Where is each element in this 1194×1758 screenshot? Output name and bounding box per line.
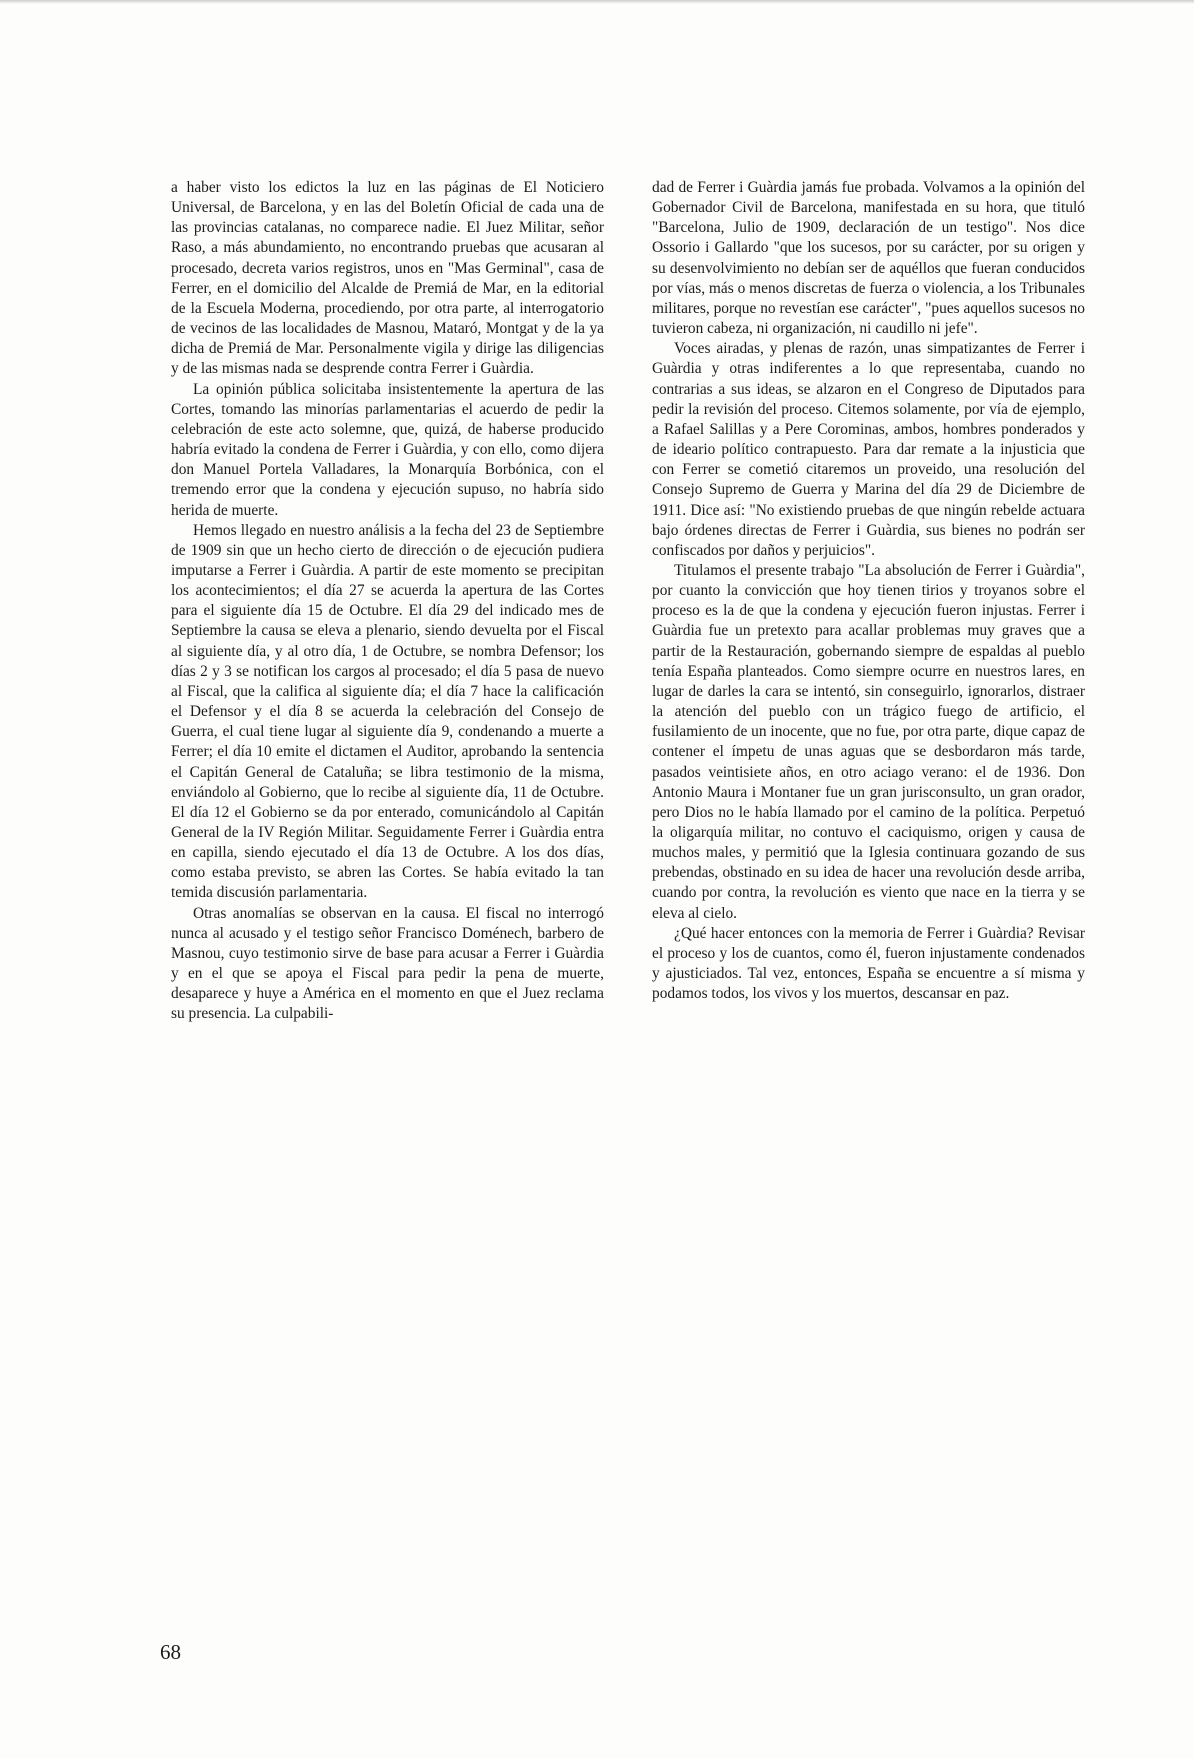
paragraph: La opinión pública solicitaba insistentemente la apertura de las Cortes, tomando las minorías parlamentarias el acuerdo de pedir la celebración de este acto solemne, que, quizá, de haberse producido habría evitado la condena de Ferrer i Guàrdia, y con ello, como dijera don Manuel Portela Valladares, la Monarquía Borbónica, con el tremendo error que la condena y ejecución supuso, no habría sido herida de muerte. [171, 380, 604, 519]
paragraph: Titulamos el presente trabajo "La absolución de Ferrer i Guàrdia", por cuanto la convicción que hoy tienen tirios y troyanos sobre el proceso es la de que la condena y ejecución fueron injustas. Ferrer i Guàrdia fue un pretexto para acallar problemas muy graves que a partir de la Restauración, gobernando siempre de espaldas al pueblo tenía España planteados. Como siempre ocurre en nuestros lares, en lugar de darles la cara se intentó, sin conseguirlo, ignorarlos, distraer la atención del pueblo con un trágico fuego de artificio, el fusilamiento de un inocente, que no fue, por otra parte, dique capaz de contener el ímpetu de unas aguas que se desbordaron más tarde, pasados veintisiete años, en otro aciago verano: el de 1936. Don Antonio Maura i Montaner fue un gran jurisconsulto, un gran orador, pero Dios no le había llamado por el camino de la política. Perpetuó la oligarquía militar, no contuvo el caciquismo, origen y causa de muchos males, y permitió que la Iglesia continuara gozando de sus prebendas, obstinado en su idea de hacer una revolución desde arriba, cuando por contra, la revolución es viento que nace en la tierra y se eleva al cielo. [652, 561, 1085, 922]
paragraph: Voces airadas, y plenas de razón, unas simpatizantes de Ferrer i Guàrdia y otras indiferentes a lo que representaba, cuando no contrarias a sus ideas, se alzaron en el Congreso de Diputados para pedir la revisión del proceso. Citemos solamente, por vía de ejemplo, a Rafael Salillas y a Pere Corominas, ambos, hombres ponderados y de ideario político contrapuesto. Para dar remate a la injusticia que con Ferrer se cometió citaremos un proveido, una resolución del Consejo Supremo de Guerra y Marina del día 29 de Diciembre de 1911. Dice así: "No existiendo pruebas de que ningún rebelde actuara bajo órdenes directas de Ferrer i Guàrdia, sus bienes no podrán ser confiscados por daños y perjuicios". [652, 340, 1085, 559]
left-text-column [171, 178, 604, 1025]
right-text-column [652, 178, 1085, 1004]
paragraph: dad de Ferrer i Guàrdia jamás fue probada. Volvamos a la opinión del Gobernador Civil de Barcelona, manifestada en su hora, que tituló "Barcelona, Julio de 1909, declaración de un testigo". Nos dice Ossorio i Gallardo "que los sucesos, por su carácter, por su origen y su desenvolvimiento no debían ser de aquéllos que fueran conducidos por vías, más o menos discretas de fuerza o violencia, a los Tribunales militares, porque no revestían ese carácter", "pues aquellos sucesos no tuvieron cabeza, ni organización, ni caudillo ni jefe". [652, 179, 1085, 338]
page-top-edge [0, 0, 1194, 4]
page-number: 68 [160, 1640, 181, 1664]
paragraph: a haber visto los edictos la luz en las páginas de El Noticiero Universal, de Barcelona, y en las del Boletín Oficial de cada una de las provincias catalanas, no comparece nadie. El Juez Militar, señor Raso, a más abundamiento, no encontrando pruebas que acusaran al procesado, decreta varios registros, unos en "Mas Germinal", casa de Ferrer, en el domicilio del Alcalde de Premiá de Mar, en la editorial de la Escuela Moderna, procediendo, por otra parte, al interrogatorio de vecinos de las localidades de Masnou, Mataró, Montgat y de la ya dicha de Premiá de Mar. Personalmente vigila y dirige las diligencias y de las mismas nada se desprende contra Ferrer i Guàrdia. [171, 179, 604, 378]
paragraph: ¿Qué hacer entonces con la memoria de Ferrer i Guàrdia? Revisar el proceso y los de cuantos, como él, fueron injustamente condenados y ajusticiados. Tal vez, entonces, España se encuentre a sí misma y podamos todos, los vivos y los muertos, descansar en paz. [652, 924, 1085, 1003]
paragraph: Otras anomalías se observan en la causa. El fiscal no interrogó nunca al acusado y el testigo señor Francisco Doménech, barbero de Masnou, cuyo testimonio sirve de base para acusar a Ferrer i Guàrdia y en el que se apoya el Fiscal para pedir la pena de muerte, desaparece y huye a América en el momento en que el Juez reclama su presencia. La culpabili- [171, 904, 604, 1023]
paragraph: Hemos llegado en nuestro análisis a la fecha del 23 de Septiembre de 1909 sin que un hecho cierto de dirección o de ejecución pudiera imputarse a Ferrer i Guàrdia. A partir de este momento se precipitan los acontecimientos; el día 27 se acuerda la apertura de las Cortes para el siguiente día 15 de Octubre. El día 29 del indicado mes de Septiembre la causa se eleva a plenario, siendo devuelta por el Fiscal al siguiente día, y al otro día, 1 de Octubre, se nombra Defensor; los días 2 y 3 se notifican los cargos al procesado; el día 5 pasa de nuevo al Fiscal, que la califica al siguiente día; el día 7 hace la calificación el Defensor y el día 8 se acuerda la celebración del Consejo de Guerra, el cual tiene lugar al siguiente día 9, condenando a muerte a Ferrer; el día 10 emite el dictamen el Auditor, aprobando la sentencia el Capitán General de Cataluña; se libra testimonio de la misma, enviándolo al Gobierno, que lo recibe al siguiente día, 11 de Octubre. El día 12 el Gobierno se da por enterado, comunicándolo al Capitán General de la IV Región Militar. Seguidamente Ferrer i Guàrdia entra en capilla, siendo ejecutado el día 13 de Octubre. A los dos días, como estaba previsto, se abren las Cortes. Se había evitado la tan temida discusión parlamentaria. [171, 521, 604, 902]
